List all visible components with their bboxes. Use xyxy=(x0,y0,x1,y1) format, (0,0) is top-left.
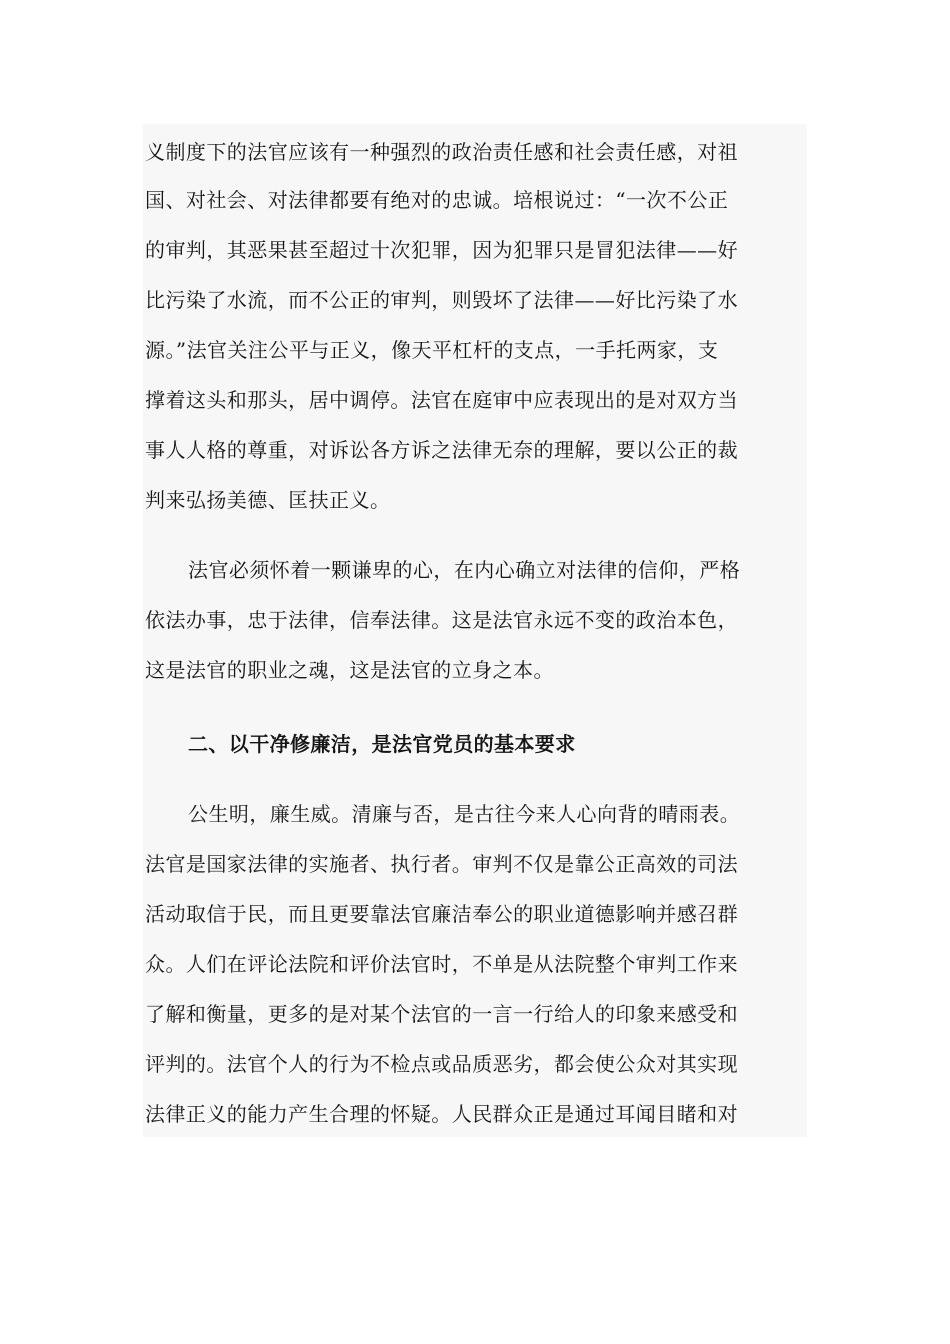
paragraph-1-line-4: 比污染了水流，而不公正的审判，则毁坏了法律——好比污染了水 xyxy=(145,288,739,312)
paragraph-2-line-2: 依法办事，忠于法律，信奉法律。这是法官永远不变的政治本色， xyxy=(145,608,739,632)
section-heading: 二、以干净修廉洁，是法官党员的基本要求 xyxy=(188,732,576,756)
paragraph-3-line-6: 评判的。法官个人的行为不检点或品质恶劣，都会使公众对其实现 xyxy=(145,1052,739,1076)
paragraph-1-line-1: 义制度下的法官应该有一种强烈的政治责任感和社会责任感，对祖 xyxy=(145,140,739,164)
paragraph-3-line-2: 法官是国家法律的实施者、执行者。审判不仅是靠公正高效的司法 xyxy=(145,852,739,876)
paragraph-1-line-2: 国、对社会、对法律都要有绝对的忠诚。培根说过：“一次不公正 xyxy=(145,188,729,212)
paragraph-1-line-5: 源。”法官关注公平与正义，像天平杠杆的支点，一手托两家，支 xyxy=(145,338,719,362)
paragraph-3-line-4: 众。人们在评论法院和评价法官时，不单是从法院整个审判工作来 xyxy=(145,952,739,976)
paragraph-3-line-1: 公生明，廉生威。清廉与否，是古往今来人心向背的晴雨表。 xyxy=(188,802,741,826)
document-text-block xyxy=(143,124,807,1137)
paragraph-2-line-3: 这是法官的职业之魂，这是法官的立身之本。 xyxy=(145,658,554,682)
paragraph-3-line-3: 活动取信于民，而且更要靠法官廉洁奉公的职业道德影响并感召群 xyxy=(145,902,739,926)
paragraph-2-line-1: 法官必须怀着一颗谦卑的心，在内心确立对法律的信仰，严格 xyxy=(188,558,741,582)
paragraph-1-line-3: 的审判，其恶果甚至超过十次犯罪，因为犯罪只是冒犯法律——好 xyxy=(145,238,739,262)
paragraph-3-line-7: 法律正义的能力产生合理的怀疑。人民群众正是通过耳闻目睹和对 xyxy=(145,1102,739,1126)
paragraph-1-line-8: 判来弘扬美德、匡扶正义。 xyxy=(145,488,391,512)
paragraph-1-line-7: 事人人格的尊重，对诉讼各方诉之法律无奈的理解，要以公正的裁 xyxy=(145,438,739,462)
paragraph-1-line-6: 撑着这头和那头，居中调停。法官在庭审中应表现出的是对双方当 xyxy=(145,388,739,412)
paragraph-3-line-5: 了解和衡量，更多的是对某个法官的一言一行给人的印象来感受和 xyxy=(145,1002,739,1026)
